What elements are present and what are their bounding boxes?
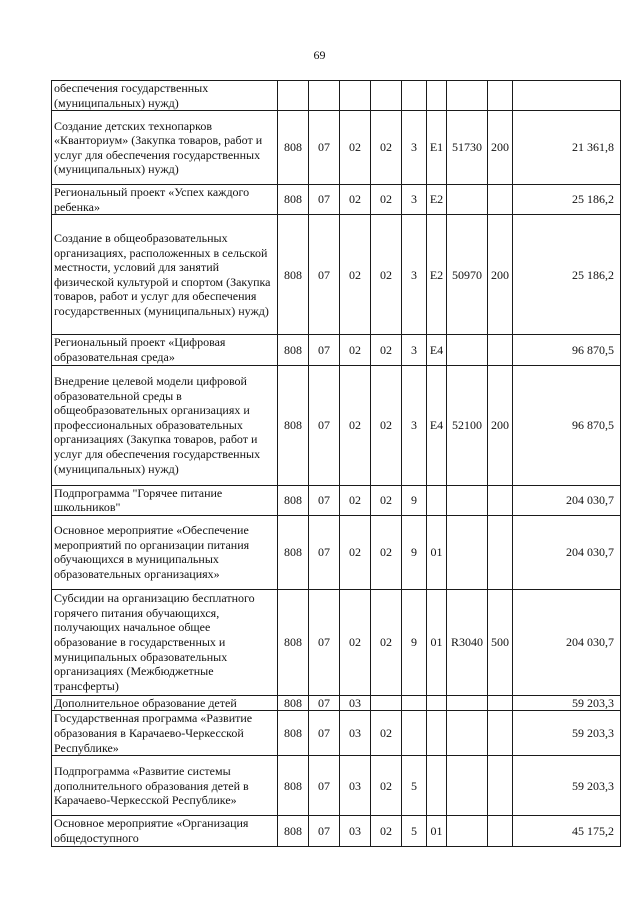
cell-subprogram: 5 bbox=[402, 816, 427, 846]
cell-main-event: 01 bbox=[427, 816, 447, 846]
cell-section: 07 bbox=[309, 589, 340, 695]
cell-name: Региональный проект «Успех каждого ребенка» bbox=[52, 185, 278, 215]
cell-program: 02 bbox=[371, 711, 402, 756]
cell-program: 02 bbox=[371, 816, 402, 846]
cell-subprogram bbox=[402, 81, 427, 111]
cell-ministry: 808 bbox=[278, 515, 309, 589]
cell-ministry bbox=[278, 81, 309, 111]
cell-direction: R3040 bbox=[447, 589, 488, 695]
cell-section: 07 bbox=[309, 756, 340, 816]
cell-subsection: 02 bbox=[340, 365, 371, 485]
cell-expense-type bbox=[488, 695, 513, 711]
table-row bbox=[52, 81, 621, 111]
cell-ministry: 808 bbox=[278, 365, 309, 485]
cell-subprogram bbox=[402, 711, 427, 756]
table-row bbox=[52, 215, 621, 335]
cell-name: Подпрограмма «Развитие системы дополнительного образования детей в Карачаево-Черкесской Республике» bbox=[52, 756, 278, 816]
page-number: 69 bbox=[313, 48, 326, 62]
table-row bbox=[52, 335, 621, 365]
cell-program bbox=[371, 81, 402, 111]
cell-program: 02 bbox=[371, 485, 402, 515]
cell-ministry: 808 bbox=[278, 816, 309, 846]
cell-main-event bbox=[427, 485, 447, 515]
cell-main-event: 01 bbox=[427, 515, 447, 589]
budget-table bbox=[51, 80, 621, 847]
cell-subsection: 02 bbox=[340, 335, 371, 365]
cell-direction bbox=[447, 185, 488, 215]
cell-subsection bbox=[340, 81, 371, 111]
cell-ministry: 808 bbox=[278, 335, 309, 365]
cell-ministry: 808 bbox=[278, 185, 309, 215]
cell-name: Дополнительное образование детей bbox=[52, 695, 278, 711]
cell-name: Создание в общеобразовательных организациях, расположенных в сельской местности, условий для занятий физической культурой и спортом (Закупка товаров, работ и услуг для обеспечения государственных (муниципальных) нужд) bbox=[52, 215, 278, 335]
cell-section: 07 bbox=[309, 185, 340, 215]
cell-amount: 59 203,3 bbox=[513, 756, 621, 816]
cell-expense-type: 500 bbox=[488, 589, 513, 695]
cell-main-event bbox=[427, 695, 447, 711]
cell-direction bbox=[447, 816, 488, 846]
cell-program: 02 bbox=[371, 335, 402, 365]
cell-direction: 51730 bbox=[447, 111, 488, 185]
cell-expense-type bbox=[488, 81, 513, 111]
cell-main-event: E4 bbox=[427, 365, 447, 485]
cell-direction bbox=[447, 515, 488, 589]
cell-subsection: 02 bbox=[340, 485, 371, 515]
cell-subsection: 02 bbox=[340, 185, 371, 215]
cell-subprogram: 3 bbox=[402, 215, 427, 335]
table-row bbox=[52, 185, 621, 215]
cell-main-event bbox=[427, 711, 447, 756]
cell-main-event: E4 bbox=[427, 335, 447, 365]
cell-amount: 204 030,7 bbox=[513, 589, 621, 695]
cell-main-event: E2 bbox=[427, 185, 447, 215]
cell-direction bbox=[447, 695, 488, 711]
cell-program: 02 bbox=[371, 365, 402, 485]
cell-name: Государственная программа «Развитие образования в Карачаево-Черкесской Республике» bbox=[52, 711, 278, 756]
cell-section: 07 bbox=[309, 515, 340, 589]
cell-section: 07 bbox=[309, 816, 340, 846]
cell-subsection: 03 bbox=[340, 695, 371, 711]
cell-amount: 204 030,7 bbox=[513, 515, 621, 589]
cell-section: 07 bbox=[309, 215, 340, 335]
table-row bbox=[52, 589, 621, 695]
cell-subprogram: 3 bbox=[402, 365, 427, 485]
cell-name: Основное мероприятие «Обеспечение мероприятий по организации питания обучающихся в муниципальных образовательных организациях» bbox=[52, 515, 278, 589]
cell-subsection: 03 bbox=[340, 756, 371, 816]
cell-main-event bbox=[427, 81, 447, 111]
cell-name: Основное мероприятие «Организация общедоступного bbox=[52, 816, 278, 846]
cell-subprogram: 9 bbox=[402, 515, 427, 589]
table-row bbox=[52, 515, 621, 589]
cell-direction bbox=[447, 485, 488, 515]
cell-program bbox=[371, 695, 402, 711]
cell-direction bbox=[447, 711, 488, 756]
cell-program: 02 bbox=[371, 111, 402, 185]
cell-name: Внедрение целевой модели цифровой образовательной среды в общеобразовательных организациях и профессиональных образовательных организациях (Закупка товаров, работ и услуг для обеспечения государственных (муниципальных) нужд) bbox=[52, 365, 278, 485]
table-row bbox=[52, 756, 621, 816]
cell-amount: 45 175,2 bbox=[513, 816, 621, 846]
cell-subprogram: 9 bbox=[402, 589, 427, 695]
cell-name: Создание детских технопарков «Кванториум» (Закупка товаров, работ и услуг для обеспечения государственных (муниципальных) нужд) bbox=[52, 111, 278, 185]
cell-subsection: 02 bbox=[340, 215, 371, 335]
cell-subprogram: 3 bbox=[402, 335, 427, 365]
cell-amount: 204 030,7 bbox=[513, 485, 621, 515]
cell-section: 07 bbox=[309, 365, 340, 485]
cell-subsection: 03 bbox=[340, 816, 371, 846]
cell-name: Подпрограмма "Горячее питание школьников" bbox=[52, 485, 278, 515]
cell-amount: 21 361,8 bbox=[513, 111, 621, 185]
table-row bbox=[52, 816, 621, 846]
cell-section: 07 bbox=[309, 335, 340, 365]
cell-subsection: 02 bbox=[340, 111, 371, 185]
cell-main-event: E1 bbox=[427, 111, 447, 185]
cell-expense-type bbox=[488, 485, 513, 515]
cell-ministry: 808 bbox=[278, 756, 309, 816]
cell-subprogram: 3 bbox=[402, 185, 427, 215]
cell-subprogram: 5 bbox=[402, 756, 427, 816]
table-body bbox=[52, 81, 621, 847]
cell-subprogram bbox=[402, 695, 427, 711]
cell-ministry: 808 bbox=[278, 215, 309, 335]
cell-expense-type: 200 bbox=[488, 365, 513, 485]
cell-amount bbox=[513, 81, 621, 111]
cell-name: обеспечения государственных (муниципальных) нужд) bbox=[52, 81, 278, 111]
cell-name: Региональный проект «Цифровая образовательная среда» bbox=[52, 335, 278, 365]
cell-main-event: 01 bbox=[427, 589, 447, 695]
cell-amount: 59 203,3 bbox=[513, 695, 621, 711]
cell-ministry: 808 bbox=[278, 695, 309, 711]
cell-amount: 59 203,3 bbox=[513, 711, 621, 756]
cell-subsection: 03 bbox=[340, 711, 371, 756]
cell-amount: 96 870,5 bbox=[513, 335, 621, 365]
cell-direction bbox=[447, 81, 488, 111]
cell-expense-type: 200 bbox=[488, 111, 513, 185]
cell-expense-type bbox=[488, 816, 513, 846]
cell-program: 02 bbox=[371, 589, 402, 695]
cell-expense-type: 200 bbox=[488, 215, 513, 335]
table-row bbox=[52, 111, 621, 185]
cell-name: Субсидии на организацию бесплатного горячего питания обучающихся, получающих начальное общее образование в государственных и муниципальных образовательных организациях (Межбюджетные трансферты) bbox=[52, 589, 278, 695]
table-row bbox=[52, 485, 621, 515]
cell-ministry: 808 bbox=[278, 485, 309, 515]
cell-section: 07 bbox=[309, 711, 340, 756]
cell-direction bbox=[447, 335, 488, 365]
cell-amount: 25 186,2 bbox=[513, 215, 621, 335]
cell-expense-type bbox=[488, 185, 513, 215]
cell-subprogram: 9 bbox=[402, 485, 427, 515]
cell-section: 07 bbox=[309, 485, 340, 515]
cell-program: 02 bbox=[371, 185, 402, 215]
cell-expense-type bbox=[488, 711, 513, 756]
cell-section: 07 bbox=[309, 695, 340, 711]
table-row bbox=[52, 365, 621, 485]
cell-ministry: 808 bbox=[278, 711, 309, 756]
cell-direction bbox=[447, 756, 488, 816]
cell-expense-type bbox=[488, 756, 513, 816]
cell-subsection: 02 bbox=[340, 515, 371, 589]
cell-expense-type bbox=[488, 515, 513, 589]
cell-section: 07 bbox=[309, 111, 340, 185]
cell-subsection: 02 bbox=[340, 589, 371, 695]
cell-program: 02 bbox=[371, 215, 402, 335]
cell-main-event bbox=[427, 756, 447, 816]
cell-ministry: 808 bbox=[278, 589, 309, 695]
cell-program: 02 bbox=[371, 515, 402, 589]
cell-subprogram: 3 bbox=[402, 111, 427, 185]
cell-direction: 52100 bbox=[447, 365, 488, 485]
cell-expense-type bbox=[488, 335, 513, 365]
cell-section bbox=[309, 81, 340, 111]
cell-direction: 50970 bbox=[447, 215, 488, 335]
table-row bbox=[52, 695, 621, 711]
cell-program: 02 bbox=[371, 756, 402, 816]
table-row bbox=[52, 711, 621, 756]
cell-main-event: E2 bbox=[427, 215, 447, 335]
cell-amount: 25 186,2 bbox=[513, 185, 621, 215]
cell-amount: 96 870,5 bbox=[513, 365, 621, 485]
cell-ministry: 808 bbox=[278, 111, 309, 185]
